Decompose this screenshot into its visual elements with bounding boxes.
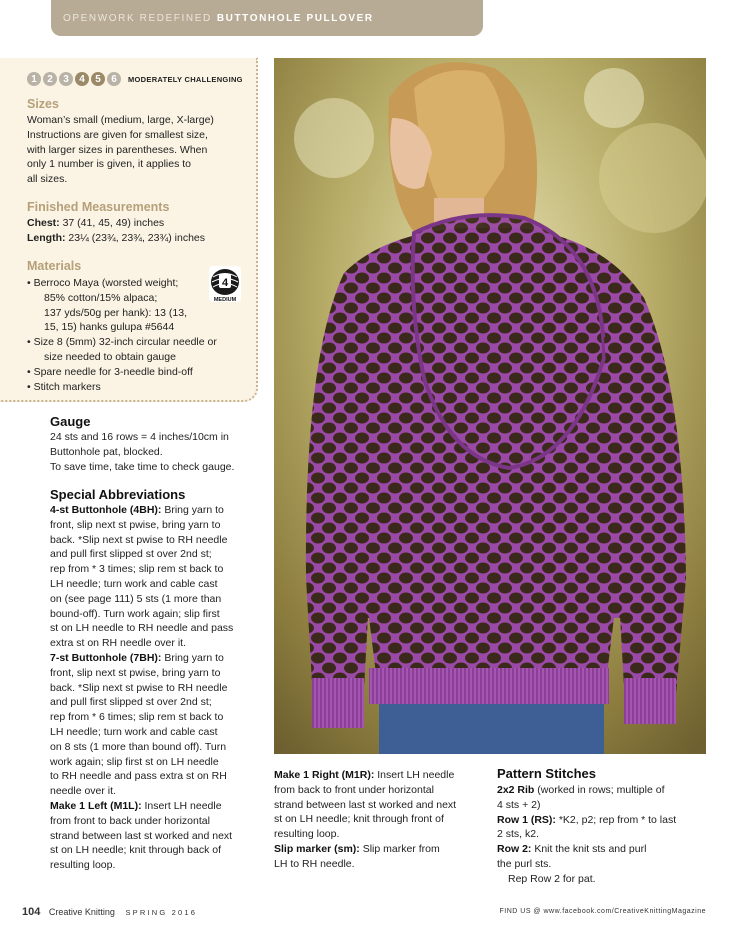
abbrev-line: resulting loop. (50, 859, 116, 872)
pattern-title: BUTTONHOLE PULLOVER (216, 12, 374, 24)
material-text: 15, 15) hanks gulupa #5644 (44, 321, 175, 334)
abbrev-line: back. *Slip next st pwise to RH needle (50, 533, 228, 546)
abbrev-line: strand between last st worked and next (50, 829, 233, 842)
measurements-heading: Finished Measurements (27, 200, 170, 214)
skill-label: MODERATELY CHALLENGING (128, 74, 243, 84)
abbreviations-continued (274, 768, 489, 872)
list-item: • Berroco Maya (worsted weight; 85% cotton/15% alpaca; 137 yds/50g per hank): 13 (13, 15, 15) hanks gulupa #5644 (27, 276, 207, 335)
abbrev-term: Make 1 Right (M1R): (274, 769, 375, 781)
pattern-stitches-text (497, 783, 712, 887)
stitch-line: 2 sts, k2. (497, 828, 540, 841)
abbrev-line: back. *Slip next st pwise to RH needle (50, 681, 228, 694)
stitch-term: Row 2: (497, 843, 532, 856)
footer-credit (22, 906, 197, 918)
length-value: 23¼ (23¾, 23¾, 23¾) inches (65, 231, 206, 244)
gauge-line: Buttonhole pat, blocked. (50, 445, 163, 458)
yarn-weight-number: 4 (221, 277, 229, 289)
level-5-icon: 5 (91, 72, 105, 86)
abbrev-line: Insert LH needle (141, 799, 222, 812)
stitch-line: Rep Row 2 for pat. (508, 872, 596, 885)
abbrev-line: rep from * 3 times; slip rem st back to (50, 563, 224, 576)
abbrev-line: to RH needle and pass extra st on RH (50, 770, 227, 783)
level-1-icon: 1 (27, 72, 41, 86)
abbrev-line: st on LH needle; knit through back of (50, 844, 222, 857)
chest-value: 37 (41, 45, 49) inches (59, 217, 165, 229)
sweater-photo (274, 58, 706, 754)
abbrev-line: st on LH needle; knit through front of (274, 813, 444, 826)
level-2-icon: 2 (43, 72, 57, 86)
stitch-line: the purl sts. (497, 857, 552, 870)
abbrev-line: needle over it. (50, 785, 116, 798)
stitch-line: 4 sts + 2) (497, 798, 541, 811)
abbrev-line: LH needle; turn work and cable cast (50, 577, 218, 590)
abbrev-line: from front to back under horizontal (50, 814, 210, 827)
abbrev-line: Bring yarn to (161, 504, 224, 516)
abbrev-line: resulting loop. (274, 828, 340, 841)
material-text: size needed to obtain gauge (44, 350, 176, 363)
list-item: • Spare needle for 3-needle bind-off (27, 365, 193, 378)
stitch-term: 2x2 Rib (497, 784, 535, 796)
issue-season: SPRING 2016 (125, 908, 198, 917)
gauge-line: 24 sts and 16 rows = 4 inches/10cm in (50, 431, 229, 443)
gauge-heading: Gauge (50, 414, 91, 429)
yarn-weight-label: MEDIUM (213, 297, 237, 303)
sizes-line: Woman’s small (medium, large, X-large) (27, 114, 214, 126)
abbrev-line: extra st on RH needle over it. (50, 637, 186, 650)
series-label: OPENWORK REDEFINED (63, 12, 212, 24)
stitch-line: *K2, p2; rep from * to last (555, 813, 677, 826)
pattern-stitches-heading: Pattern Stitches (497, 766, 596, 781)
measurements-text (27, 216, 205, 246)
stitch-term: Row 1 (RS): (497, 813, 556, 826)
material-text: Berroco Maya (worsted weight; (33, 277, 179, 289)
sizes-heading: Sizes (27, 97, 59, 111)
yarn-weight-icon (207, 264, 243, 304)
list-item: • Size 8 (5mm) 32-inch circular needle or size needed to obtain gauge (27, 335, 276, 365)
abbrev-line: strand between last st worked and next (274, 798, 457, 811)
abbrev-term: 7-st Buttonhole (7BH): (50, 651, 162, 664)
abbrev-line: front, slip next st pwise, bring yarn to (50, 518, 221, 531)
gauge-line: To save time, take time to check gauge. (50, 460, 235, 473)
abbrev-term: Slip marker (sm): (274, 842, 360, 855)
material-text: Stitch markers (33, 380, 101, 393)
material-text: 137 yds/50g per hank): 13 (13, (44, 306, 188, 319)
abbrev-line: Slip marker from (359, 842, 440, 855)
abbrev-line: bound-off). Turn work again; slip first (50, 607, 220, 620)
length-label: Length: (27, 231, 66, 244)
material-text: Size 8 (5mm) 32-inch circular needle or (33, 336, 217, 349)
level-3-icon: 3 (59, 72, 73, 86)
sizes-line: only 1 number is given, it applies to (27, 158, 192, 171)
gauge-text (50, 430, 265, 474)
stitch-line: Knit the knit sts and purl (531, 843, 647, 856)
abbreviations-text (50, 503, 270, 873)
header-tab (51, 0, 483, 36)
sizes-line: all sizes. (27, 173, 68, 186)
magazine-name: Creative Knitting (48, 907, 115, 917)
level-6-icon: 6 (107, 72, 121, 86)
material-text: Spare needle for 3-needle bind-off (33, 365, 193, 378)
abbrev-line: st on LH needle to RH needle and pass (50, 622, 234, 635)
level-4-icon: 4 (75, 72, 89, 86)
abbrev-line: front, slip next st pwise, bring yarn to (50, 666, 221, 679)
skill-level (27, 72, 243, 86)
materials-heading: Materials (27, 259, 82, 273)
page-number: 104 (22, 906, 41, 918)
abbrev-line: Bring yarn to (161, 651, 224, 664)
abbrev-line: rep from * 6 times; slip rem st back to (50, 711, 224, 724)
sizes-text (27, 113, 214, 187)
abbrev-line: Insert LH needle (374, 769, 455, 781)
list-item: • Stitch markers (27, 380, 101, 393)
stitch-line: (worked in rows; multiple of (534, 784, 665, 796)
materials-list (27, 276, 217, 394)
abbrev-line: and pull first slipped st over 2nd st; (50, 548, 212, 561)
sizes-line: Instructions are given for smallest size, (27, 128, 208, 141)
abbrev-line: on (see page 111) 5 sts (1 more than (50, 592, 222, 605)
chest-label: Chest: (27, 217, 60, 229)
sizes-line: with larger sizes in parentheses. When (27, 143, 208, 156)
abbrev-term: 4-st Buttonhole (4BH): (50, 504, 162, 516)
abbrev-line: work again; slip first st on LH needle (50, 755, 219, 768)
material-text: 85% cotton/15% alpaca; (44, 291, 158, 304)
abbrev-line: from back to front under horizontal (274, 783, 434, 796)
abbrev-line: LH to RH needle. (274, 857, 355, 870)
abbrev-line: LH needle; turn work and cable cast (50, 725, 218, 738)
abbrev-line: and pull first slipped st over 2nd st; (50, 696, 212, 709)
find-us-link[interactable]: FIND US @ www.facebook.com/CreativeKnittingMagazine (499, 908, 706, 915)
abbreviations-heading: Special Abbreviations (50, 487, 186, 502)
abbrev-line: on 8 sts (1 more than bound off). Turn (50, 740, 227, 753)
abbrev-term: Make 1 Left (M1L): (50, 799, 142, 812)
